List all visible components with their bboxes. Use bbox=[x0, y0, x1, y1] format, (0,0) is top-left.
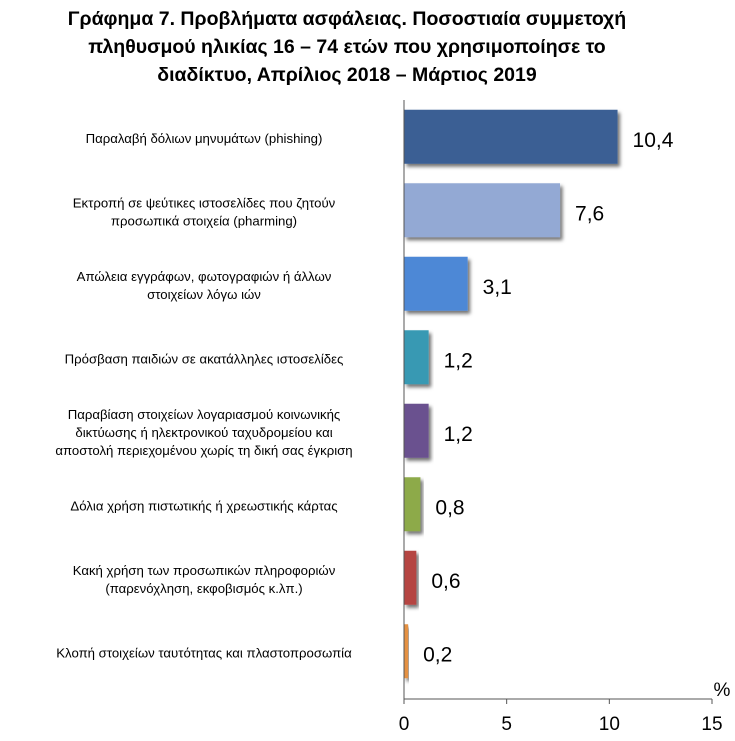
x-tick-label: 0 bbox=[398, 714, 410, 735]
bar bbox=[404, 110, 618, 164]
chart-title bbox=[68, 8, 626, 86]
bar bbox=[404, 551, 416, 605]
value-label: 1,2 bbox=[443, 349, 473, 373]
x-tick-label: 15 bbox=[701, 714, 723, 735]
category-label: προσωπικά στοιχεία (pharming) bbox=[110, 213, 298, 229]
category-label: Κακή χρήση των προσωπικών πληροφοριών bbox=[72, 562, 336, 578]
category-labels bbox=[55, 131, 352, 661]
category-label: Κλοπή στοιχείων ταυτότητας και πλαστοπροσωπία bbox=[56, 645, 352, 661]
bar bbox=[404, 477, 420, 531]
chart-title-line: Γράφημα 7. Προβλήματα ασφάλειας. Ποσοστιαία συμμετοχή bbox=[67, 8, 627, 30]
value-label: 0,2 bbox=[423, 643, 453, 667]
bar bbox=[404, 183, 560, 237]
value-label: 0,6 bbox=[431, 569, 461, 593]
category-label: (παρενόχληση, εκφοβισμός κ.λπ.) bbox=[105, 580, 303, 596]
x-unit-label: % bbox=[713, 680, 731, 701]
x-tick-label: 10 bbox=[598, 714, 620, 735]
value-label: 7,6 bbox=[575, 202, 605, 226]
category-label: Πρόσβαση παιδιών σε ακατάλληλες ιστοσελίδες bbox=[64, 351, 344, 367]
bar bbox=[404, 257, 468, 311]
value-label: 3,1 bbox=[482, 275, 512, 299]
value-label: 10,4 bbox=[632, 128, 674, 152]
category-label: Δόλια χρήση πιστωτικής ή χρεωστικής κάρτας bbox=[70, 498, 338, 514]
category-label: στοιχείων λόγω ιών bbox=[147, 286, 261, 302]
category-label: Απώλεια εγγράφων, φωτογραφιών ή άλλων bbox=[76, 268, 332, 284]
bars bbox=[404, 110, 618, 679]
x-tick-label: 5 bbox=[501, 714, 512, 735]
category-label: Εκτροπή σε ψεύτικες ιστοσελίδες που ζητούν bbox=[72, 195, 336, 211]
value-label: 0,8 bbox=[435, 496, 465, 520]
category-label: Παραβίαση στοιχείων λογαριασμού κοινωνικής bbox=[67, 406, 341, 422]
chart-title-line: πληθυσμού ηλικίας 16 – 74 ετών που χρησιμοποίησε το bbox=[88, 36, 606, 58]
bar bbox=[404, 404, 429, 458]
category-label: αποστολή περιεχομένου χωρίς τη δική σας έγκριση bbox=[55, 442, 353, 458]
bar bbox=[404, 624, 408, 678]
category-label: δικτύωσης ή ηλεκτρονικού ταχυδρομείου και bbox=[75, 424, 333, 440]
category-label: Παραλαβή δόλιων μηνυμάτων (phishing) bbox=[85, 130, 323, 146]
bar bbox=[404, 330, 429, 384]
chart-title-line: διαδίκτυο, Απρίλιος 2018 – Μάρτιος 2019 bbox=[157, 64, 537, 86]
value-label: 1,2 bbox=[443, 422, 473, 446]
